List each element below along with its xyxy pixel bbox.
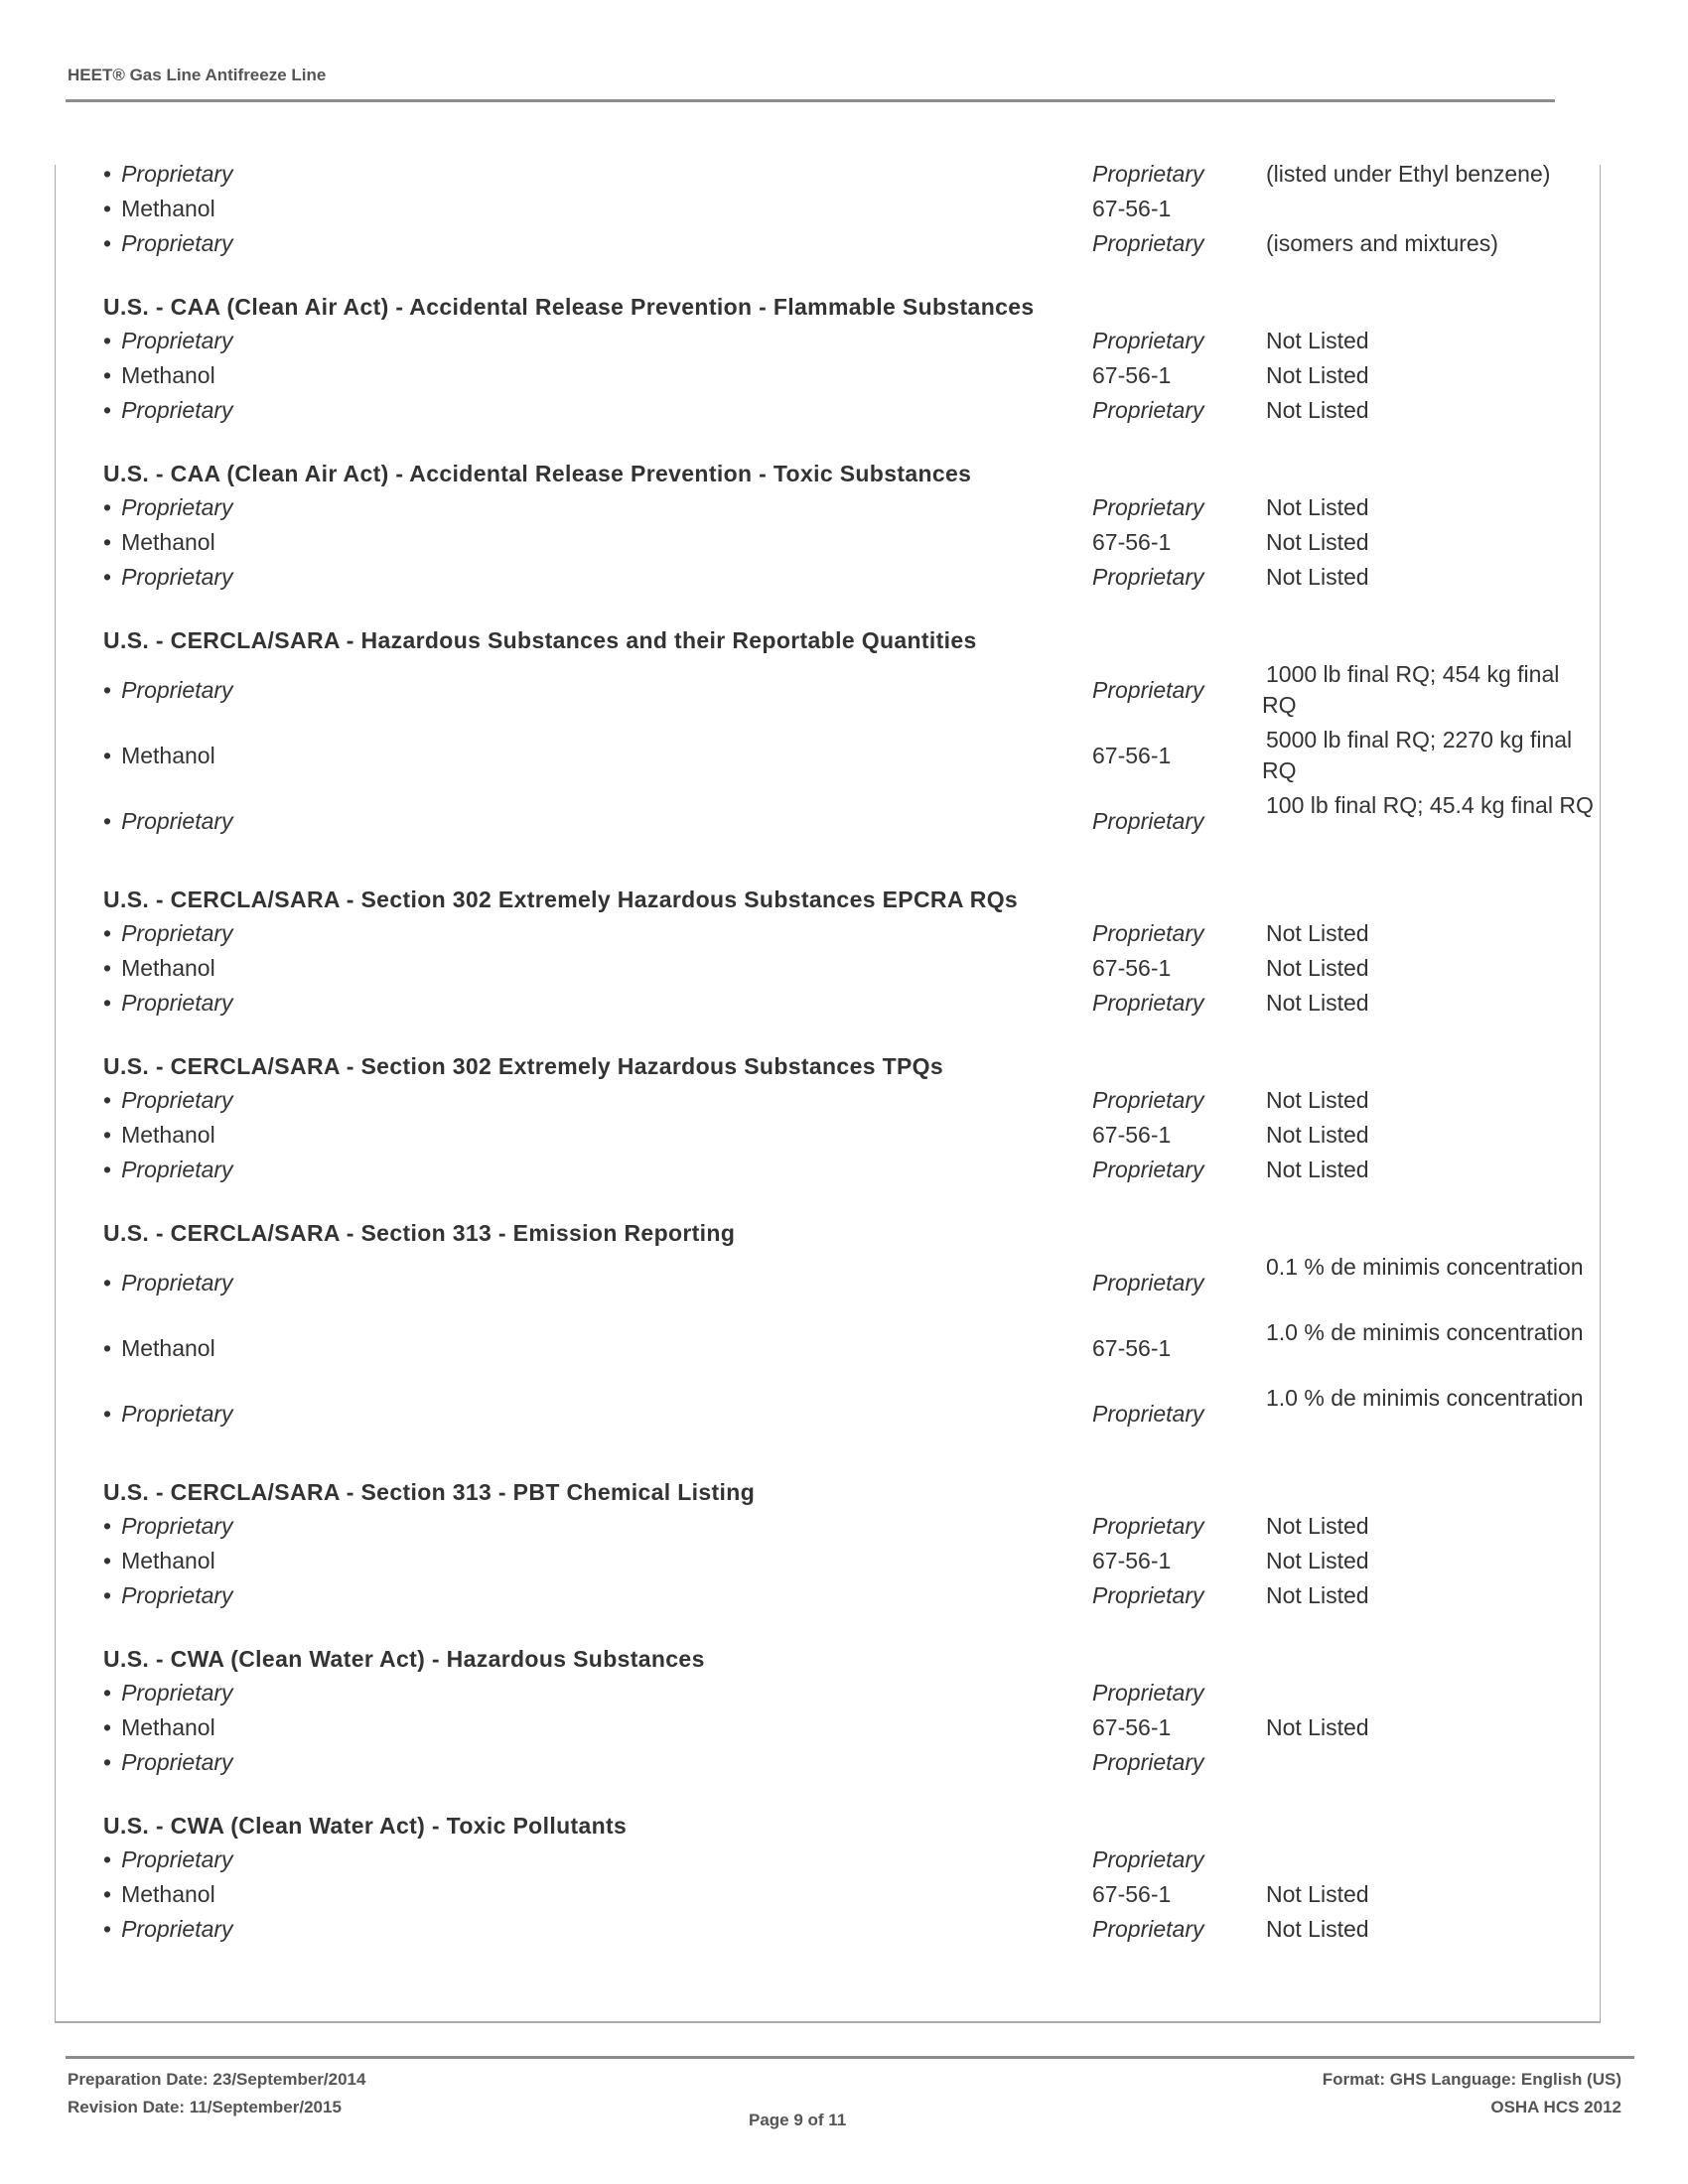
substance-name-text: Proprietary xyxy=(121,564,233,590)
substance-row xyxy=(103,1509,1593,1544)
bullet-icon: • xyxy=(103,1714,112,1740)
bullet-icon: • xyxy=(103,1582,112,1608)
substance-row xyxy=(103,1578,1593,1613)
cas-number: Proprietary xyxy=(1092,494,1204,520)
bullet-icon: • xyxy=(103,990,112,1016)
substance-row xyxy=(103,1118,1593,1153)
substance-name xyxy=(103,157,233,192)
regulatory-value: Not Listed xyxy=(1266,1881,1369,1907)
substance-row xyxy=(103,1912,1593,1947)
substance-name xyxy=(103,1710,215,1745)
substance-name-text: Methanol xyxy=(121,362,215,388)
substance-name-text: Methanol xyxy=(121,1548,215,1573)
regulatory-value: 1.0 % de minimis concentration xyxy=(1266,1385,1584,1411)
regulatory-value: Not Listed xyxy=(1266,920,1369,946)
cas-number: Proprietary xyxy=(1092,1400,1204,1427)
regulatory-value: (isomers and mixtures) xyxy=(1266,230,1498,256)
section-title: U.S. - CERCLA/SARA - Section 302 Extremely Hazardous Substances EPCRA RQs xyxy=(103,887,1019,912)
bullet-icon: • xyxy=(103,362,112,388)
substance-name xyxy=(103,525,215,560)
cas-number: Proprietary xyxy=(1092,230,1204,256)
substance-name-text: Proprietary xyxy=(121,920,233,946)
section-title: U.S. - CWA (Clean Water Act) - Hazardous Substances xyxy=(103,1646,705,1672)
substance-name xyxy=(103,657,233,723)
substance-row xyxy=(103,192,1593,226)
cas-number: Proprietary xyxy=(1092,1680,1204,1706)
bullet-icon: • xyxy=(103,1916,112,1942)
substance-row xyxy=(103,788,1593,854)
bullet-icon: • xyxy=(103,807,112,834)
substance-name xyxy=(103,1544,215,1578)
substance-row xyxy=(103,1843,1593,1877)
substance-name xyxy=(103,560,233,595)
substance-name xyxy=(103,951,215,986)
format-language: Format: GHS Language: English (US) xyxy=(1322,2070,1621,2089)
bullet-icon: • xyxy=(103,397,112,423)
substance-name xyxy=(103,1118,215,1153)
substance-name-text: Methanol xyxy=(121,1334,215,1361)
substance-row xyxy=(103,226,1593,261)
substance-row xyxy=(103,324,1593,358)
substance-name-text: Proprietary xyxy=(121,1087,233,1113)
substance-name xyxy=(103,226,233,261)
substance-name-text: Methanol xyxy=(121,196,215,221)
section-title: U.S. - CERCLA/SARA - Section 302 Extremely Hazardous Substances TPQs xyxy=(103,1053,944,1079)
section-title: U.S. - CERCLA/SARA - Section 313 - PBT Chemical Listing xyxy=(103,1479,756,1505)
substance-name-text: Methanol xyxy=(121,529,215,555)
substance-row xyxy=(103,525,1593,560)
bullet-icon: • xyxy=(103,1881,112,1907)
regulatory-value: 1000 lb final RQ; 454 kg final RQ xyxy=(1262,661,1560,718)
substance-name-text: Proprietary xyxy=(121,990,233,1016)
substance-row xyxy=(103,723,1593,788)
substance-row xyxy=(103,157,1593,192)
regulatory-value: Not Listed xyxy=(1266,1157,1369,1182)
regulation-section xyxy=(103,1642,1593,1780)
cas-number: Proprietary xyxy=(1092,564,1204,590)
section-title: U.S. - CAA (Clean Air Act) - Accidental Release Prevention - Toxic Substances xyxy=(103,461,972,486)
cas-number: Proprietary xyxy=(1092,1749,1204,1775)
regulatory-value: Not Listed xyxy=(1266,362,1369,388)
substance-row xyxy=(103,358,1593,393)
regulation-section xyxy=(103,1049,1593,1187)
substance-row xyxy=(103,490,1593,525)
bullet-icon: • xyxy=(103,1157,112,1182)
substance-name-text: Methanol xyxy=(121,1122,215,1148)
cas-number: Proprietary xyxy=(1092,328,1204,353)
regulation-section xyxy=(103,1216,1593,1446)
osha-standard: OSHA HCS 2012 xyxy=(1490,2098,1621,2116)
substance-row xyxy=(103,1877,1593,1912)
substance-name xyxy=(103,490,233,525)
substance-name xyxy=(103,1578,233,1613)
substance-name-text: Proprietary xyxy=(121,397,233,423)
substance-name xyxy=(103,1315,215,1381)
substance-row xyxy=(103,986,1593,1021)
substance-name-text: Proprietary xyxy=(121,1513,233,1539)
substance-row xyxy=(103,657,1593,723)
regulatory-value: Not Listed xyxy=(1266,529,1369,555)
substance-name xyxy=(103,986,233,1021)
substance-row xyxy=(103,1544,1593,1578)
regulation-section xyxy=(103,1475,1593,1613)
bullet-icon: • xyxy=(103,328,112,353)
bullet-icon: • xyxy=(103,1749,112,1775)
cas-number: Proprietary xyxy=(1092,990,1204,1016)
substance-name-text: Proprietary xyxy=(121,807,233,834)
regulatory-value: Not Listed xyxy=(1266,1122,1369,1148)
cas-number: 67-56-1 xyxy=(1092,196,1172,221)
substance-name-text: Methanol xyxy=(121,742,215,768)
substance-name xyxy=(103,1912,233,1947)
regulatory-value: Not Listed xyxy=(1266,1916,1369,1942)
substance-name-text: Proprietary xyxy=(121,1582,233,1608)
substance-name xyxy=(103,1745,233,1780)
page-number: Page 9 of 11 xyxy=(749,2111,847,2129)
cas-number: Proprietary xyxy=(1092,1846,1204,1872)
preparation-date: Preparation Date: 23/September/2014 xyxy=(68,2070,366,2089)
regulatory-value: Not Listed xyxy=(1266,955,1369,981)
substance-row xyxy=(103,951,1593,986)
substance-row xyxy=(103,1710,1593,1745)
substance-name xyxy=(103,788,233,854)
substance-name xyxy=(103,1509,233,1544)
bullet-icon: • xyxy=(103,1334,112,1361)
cas-number: Proprietary xyxy=(1092,1157,1204,1182)
substance-row xyxy=(103,916,1593,951)
substance-name-text: Proprietary xyxy=(121,230,233,256)
revision-date: Revision Date: 11/September/2015 xyxy=(68,2098,342,2116)
bullet-icon: • xyxy=(103,1269,112,1296)
regulatory-value: Not Listed xyxy=(1266,1548,1369,1573)
regulatory-value: Not Listed xyxy=(1266,328,1369,353)
bullet-icon: • xyxy=(103,1548,112,1573)
section-title: U.S. - CAA (Clean Air Act) - Accidental Release Prevention - Flammable Substances xyxy=(103,294,1035,320)
bullet-icon: • xyxy=(103,1122,112,1148)
substance-name xyxy=(103,393,233,428)
bullet-icon: • xyxy=(103,564,112,590)
regulatory-content xyxy=(103,157,1593,1976)
substance-name xyxy=(103,723,215,788)
cas-number: Proprietary xyxy=(1092,161,1204,187)
substance-row xyxy=(103,560,1593,595)
cas-number: Proprietary xyxy=(1092,920,1204,946)
substance-name-text: Proprietary xyxy=(121,161,233,187)
cas-number: Proprietary xyxy=(1092,1582,1204,1608)
substance-row xyxy=(103,1153,1593,1187)
bullet-icon: • xyxy=(103,676,112,703)
substance-name-text: Methanol xyxy=(121,1714,215,1740)
document-header-title: HEET® Gas Line Antifreeze Line xyxy=(68,66,327,84)
regulatory-value xyxy=(1262,1843,1600,1877)
bullet-icon: • xyxy=(103,955,112,981)
substance-name-text: Proprietary xyxy=(121,1269,233,1296)
regulatory-value: Not Listed xyxy=(1266,494,1369,520)
section-title: U.S. - CERCLA/SARA - Hazardous Substances and their Reportable Quantities xyxy=(103,627,977,653)
substance-name xyxy=(103,1843,233,1877)
regulatory-value: Not Listed xyxy=(1266,564,1369,590)
bullet-icon: • xyxy=(103,230,112,256)
bullet-icon: • xyxy=(103,494,112,520)
regulatory-value: Not Listed xyxy=(1266,1087,1369,1113)
substance-name-text: Proprietary xyxy=(121,1157,233,1182)
regulatory-value: Not Listed xyxy=(1266,1513,1369,1539)
bullet-icon: • xyxy=(103,1400,112,1427)
substance-name xyxy=(103,192,215,226)
regulatory-value: (listed under Ethyl benzene) xyxy=(1266,161,1551,187)
substance-name-text: Proprietary xyxy=(121,676,233,703)
regulatory-value xyxy=(1262,192,1600,226)
substance-name xyxy=(103,916,233,951)
substance-name xyxy=(103,1153,233,1187)
bullet-icon: • xyxy=(103,1846,112,1872)
footer-divider xyxy=(66,2056,1634,2059)
cas-number: 67-56-1 xyxy=(1092,742,1172,768)
cas-number: 67-56-1 xyxy=(1092,1122,1172,1148)
substance-name xyxy=(103,1877,215,1912)
substance-name xyxy=(103,1250,233,1315)
regulatory-value: Not Listed xyxy=(1266,1714,1369,1740)
regulatory-value: 100 lb final RQ; 45.4 kg final RQ xyxy=(1266,792,1594,818)
regulatory-value: Not Listed xyxy=(1266,1582,1369,1608)
substance-name-text: Methanol xyxy=(121,1881,215,1907)
bullet-icon: • xyxy=(103,742,112,768)
substance-name-text: Proprietary xyxy=(121,328,233,353)
regulation-section xyxy=(103,457,1593,595)
substance-name xyxy=(103,324,233,358)
regulatory-value: 5000 lb final RQ; 2270 kg final RQ xyxy=(1262,727,1573,783)
cas-number: 67-56-1 xyxy=(1092,1714,1172,1740)
substance-name-text: Proprietary xyxy=(121,1680,233,1706)
substance-name-text: Methanol xyxy=(121,955,215,981)
substance-name-text: Proprietary xyxy=(121,494,233,520)
regulation-section xyxy=(103,290,1593,428)
regulation-section xyxy=(103,883,1593,1021)
cas-number: Proprietary xyxy=(1092,1513,1204,1539)
cas-number: Proprietary xyxy=(1092,1269,1204,1296)
substance-name-text: Proprietary xyxy=(121,1846,233,1872)
bullet-icon: • xyxy=(103,161,112,187)
cas-number: Proprietary xyxy=(1092,397,1204,423)
substance-row xyxy=(103,1250,1593,1315)
substance-name xyxy=(103,1676,233,1710)
substance-name-text: Proprietary xyxy=(121,1400,233,1427)
cas-number: 67-56-1 xyxy=(1092,1548,1172,1573)
cas-number: Proprietary xyxy=(1092,1916,1204,1942)
bullet-icon: • xyxy=(103,1680,112,1706)
substance-row xyxy=(103,1315,1593,1381)
bullet-icon: • xyxy=(103,196,112,221)
section-title: U.S. - CERCLA/SARA - Section 313 - Emission Reporting xyxy=(103,1220,736,1246)
substance-name xyxy=(103,1083,233,1118)
cas-number: 67-56-1 xyxy=(1092,1881,1172,1907)
cas-number: 67-56-1 xyxy=(1092,362,1172,388)
regulation-section xyxy=(103,623,1593,854)
cas-number: Proprietary xyxy=(1092,1087,1204,1113)
bullet-icon: • xyxy=(103,1513,112,1539)
substance-name xyxy=(103,1381,233,1446)
cas-number: 67-56-1 xyxy=(1092,955,1172,981)
substance-row xyxy=(103,393,1593,428)
cas-number: 67-56-1 xyxy=(1092,529,1172,555)
cas-number: Proprietary xyxy=(1092,676,1204,703)
regulation-section xyxy=(103,157,1593,261)
regulatory-value xyxy=(1262,1676,1600,1710)
regulatory-value: Not Listed xyxy=(1266,397,1369,423)
substance-row xyxy=(103,1083,1593,1118)
bullet-icon: • xyxy=(103,920,112,946)
header-divider xyxy=(66,99,1555,102)
bullet-icon: • xyxy=(103,529,112,555)
substance-name-text: Proprietary xyxy=(121,1916,233,1942)
substance-row xyxy=(103,1676,1593,1710)
substance-row xyxy=(103,1381,1593,1446)
regulatory-value: 0.1 % de minimis concentration xyxy=(1266,1254,1584,1280)
section-title: U.S. - CWA (Clean Water Act) - Toxic Pollutants xyxy=(103,1813,628,1839)
regulation-section xyxy=(103,1809,1593,1947)
substance-name-text: Proprietary xyxy=(121,1749,233,1775)
bullet-icon: • xyxy=(103,1087,112,1113)
cas-number: Proprietary xyxy=(1092,807,1204,834)
regulatory-value xyxy=(1262,1745,1600,1780)
regulatory-value: Not Listed xyxy=(1266,990,1369,1016)
substance-name xyxy=(103,358,215,393)
cas-number: 67-56-1 xyxy=(1092,1334,1172,1361)
substance-row xyxy=(103,1745,1593,1780)
regulatory-value: 1.0 % de minimis concentration xyxy=(1266,1319,1584,1345)
